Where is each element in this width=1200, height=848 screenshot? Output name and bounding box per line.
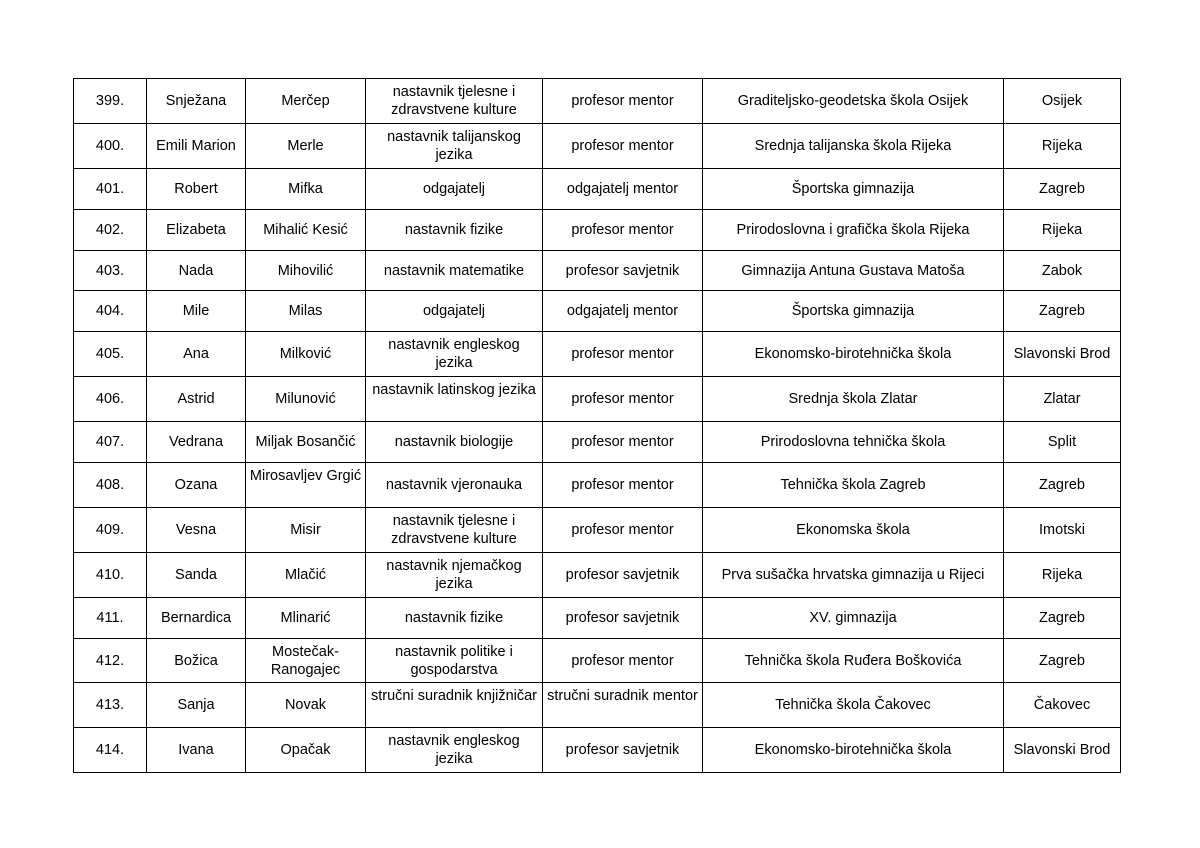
school-cell: Prirodoslovna i grafička škola Rijeka	[703, 209, 1004, 250]
city-cell: Zagreb	[1004, 291, 1121, 332]
table-row	[74, 377, 1121, 422]
table-row	[74, 638, 1121, 683]
title-cell: profesor mentor	[543, 209, 703, 250]
title-cell: profesor mentor	[543, 463, 703, 508]
last-name-cell	[246, 463, 366, 508]
subject-cell	[366, 79, 543, 124]
title-cell: profesor savjetnik	[543, 597, 703, 638]
city-cell: Zlatar	[1004, 377, 1121, 422]
last-name-cell	[246, 638, 366, 683]
first-name-cell: Snježana	[147, 79, 246, 124]
first-name-cell: Ivana	[147, 728, 246, 773]
city-cell: Osijek	[1004, 79, 1121, 124]
first-name-cell: Sanda	[147, 552, 246, 597]
subject-cell	[366, 728, 543, 773]
subject-text: nastavnik tjelesne i zdravstvene kulture	[391, 512, 517, 547]
row-number-cell: 399.	[74, 79, 147, 124]
subject-cell: nastavnik matematike	[366, 250, 543, 291]
last-name-cell: Milković	[246, 332, 366, 377]
last-name-cell: Mlačić	[246, 552, 366, 597]
first-name-cell: Vesna	[147, 507, 246, 552]
school-cell: Prirodoslovna tehnička škola	[703, 422, 1004, 463]
city-cell: Slavonski Brod	[1004, 332, 1121, 377]
city-cell: Zagreb	[1004, 463, 1121, 508]
subject-cell: odgajatelj	[366, 291, 543, 332]
school-cell: Tehnička škola Zagreb	[703, 463, 1004, 508]
table-row	[74, 123, 1121, 168]
first-name-cell: Emili Marion	[147, 123, 246, 168]
row-number-cell: 409.	[74, 507, 147, 552]
last-name-cell: Milunović	[246, 377, 366, 422]
title-cell: profesor mentor	[543, 123, 703, 168]
row-number-cell: 410.	[74, 552, 147, 597]
subject-cell: nastavnik fizike	[366, 597, 543, 638]
row-number-cell: 413.	[74, 683, 147, 728]
last-name-text: Mostečak-Ranogajec	[270, 643, 341, 678]
title-cell: profesor savjetnik	[543, 728, 703, 773]
school-cell: Športska gimnazija	[703, 168, 1004, 209]
row-number-cell: 404.	[74, 291, 147, 332]
title-cell: profesor savjetnik	[543, 250, 703, 291]
row-number-cell: 403.	[74, 250, 147, 291]
subject-cell	[366, 638, 543, 683]
subject-cell	[366, 332, 543, 377]
table-row	[74, 209, 1121, 250]
first-name-cell: Ana	[147, 332, 246, 377]
subject-text: nastavnik politike i gospodarstva	[395, 643, 513, 678]
last-name-cell: Merle	[246, 123, 366, 168]
row-number-cell: 408.	[74, 463, 147, 508]
first-name-cell: Mile	[147, 291, 246, 332]
city-cell: Rijeka	[1004, 552, 1121, 597]
table-row	[74, 332, 1121, 377]
subject-text: nastavnik njemačkog jezika	[386, 557, 522, 592]
title-cell: profesor mentor	[543, 79, 703, 124]
subject-cell	[366, 683, 543, 728]
last-name-cell: Miljak Bosančić	[246, 422, 366, 463]
table-row	[74, 422, 1121, 463]
city-cell: Slavonski Brod	[1004, 728, 1121, 773]
last-name-cell: Mifka	[246, 168, 366, 209]
title-cell: profesor mentor	[543, 422, 703, 463]
last-name-cell: Mlinarić	[246, 597, 366, 638]
subject-text: nastavnik latinskog jezika	[372, 382, 536, 399]
row-number-cell: 412.	[74, 638, 147, 683]
first-name-cell: Elizabeta	[147, 209, 246, 250]
city-cell: Čakovec	[1004, 683, 1121, 728]
subject-cell: odgajatelj	[366, 168, 543, 209]
last-name-cell: Mihovilić	[246, 250, 366, 291]
title-cell: odgajatelj mentor	[543, 168, 703, 209]
last-name-text: Mirosavljev Grgić	[249, 468, 362, 485]
last-name-cell: Misir	[246, 507, 366, 552]
city-cell: Zagreb	[1004, 168, 1121, 209]
subject-cell: nastavnik fizike	[366, 209, 543, 250]
table-row	[74, 597, 1121, 638]
subject-text: nastavnik engleskog jezika	[388, 337, 520, 372]
title-cell: profesor mentor	[543, 638, 703, 683]
first-name-cell: Ozana	[147, 463, 246, 508]
title-cell: odgajatelj mentor	[543, 291, 703, 332]
subject-text: nastavnik engleskog jezika	[388, 733, 520, 768]
last-name-cell: Mihalić Kesić	[246, 209, 366, 250]
school-cell: Srednja talijanska škola Rijeka	[703, 123, 1004, 168]
city-cell: Zagreb	[1004, 638, 1121, 683]
table-row	[74, 552, 1121, 597]
table-row	[74, 291, 1121, 332]
city-cell: Split	[1004, 422, 1121, 463]
subject-cell: nastavnik biologije	[366, 422, 543, 463]
table-row	[74, 683, 1121, 728]
city-cell: Rijeka	[1004, 209, 1121, 250]
title-cell: profesor mentor	[543, 507, 703, 552]
first-name-cell: Vedrana	[147, 422, 246, 463]
mentor-list-table	[73, 78, 1121, 773]
row-number-cell: 400.	[74, 123, 147, 168]
first-name-cell: Božica	[147, 638, 246, 683]
subject-cell	[366, 377, 543, 422]
subject-text: stručni suradnik knjižničar	[370, 688, 537, 705]
city-cell: Rijeka	[1004, 123, 1121, 168]
subject-text: nastavnik tjelesne i zdravstvene kulture	[391, 84, 517, 118]
school-cell: XV. gimnazija	[703, 597, 1004, 638]
subject-cell	[366, 552, 543, 597]
school-cell: Ekonomsko-birotehnička škola	[703, 332, 1004, 377]
city-cell: Zabok	[1004, 250, 1121, 291]
title-cell: profesor savjetnik	[543, 552, 703, 597]
row-number-cell: 411.	[74, 597, 147, 638]
table-row	[74, 79, 1121, 124]
row-number-cell: 405.	[74, 332, 147, 377]
table-row	[74, 250, 1121, 291]
title-cell	[543, 683, 703, 728]
school-cell: Tehnička škola Ruđera Boškovića	[703, 638, 1004, 683]
school-cell: Graditeljsko-geodetska škola Osijek	[703, 79, 1004, 124]
first-name-cell: Robert	[147, 168, 246, 209]
last-name-cell: Milas	[246, 291, 366, 332]
first-name-cell: Bernardica	[147, 597, 246, 638]
first-name-cell: Nada	[147, 250, 246, 291]
row-number-cell: 407.	[74, 422, 147, 463]
title-cell: profesor mentor	[543, 332, 703, 377]
row-number-cell: 402.	[74, 209, 147, 250]
table-row	[74, 463, 1121, 508]
city-cell: Imotski	[1004, 507, 1121, 552]
table-row	[74, 728, 1121, 773]
table-body	[74, 79, 1121, 773]
subject-text: nastavnik talijanskog jezika	[387, 128, 521, 163]
table-row	[74, 507, 1121, 552]
school-cell: Ekonomsko-birotehnička škola	[703, 728, 1004, 773]
title-text: stručni suradnik mentor	[547, 688, 698, 705]
last-name-cell: Novak	[246, 683, 366, 728]
school-cell: Prva sušačka hrvatska gimnazija u Rijeci	[703, 552, 1004, 597]
row-number-cell: 406.	[74, 377, 147, 422]
table-row	[74, 168, 1121, 209]
school-cell: Športska gimnazija	[703, 291, 1004, 332]
first-name-cell: Sanja	[147, 683, 246, 728]
first-name-cell: Astrid	[147, 377, 246, 422]
school-cell: Tehnička škola Čakovec	[703, 683, 1004, 728]
row-number-cell: 414.	[74, 728, 147, 773]
subject-cell	[366, 123, 543, 168]
subject-cell	[366, 507, 543, 552]
subject-cell: nastavnik vjeronauka	[366, 463, 543, 508]
title-cell: profesor mentor	[543, 377, 703, 422]
last-name-cell: Merčep	[246, 79, 366, 124]
school-cell: Ekonomska škola	[703, 507, 1004, 552]
school-cell: Gimnazija Antuna Gustava Matoša	[703, 250, 1004, 291]
city-cell: Zagreb	[1004, 597, 1121, 638]
school-cell: Srednja škola Zlatar	[703, 377, 1004, 422]
row-number-cell: 401.	[74, 168, 147, 209]
last-name-cell: Opačak	[246, 728, 366, 773]
